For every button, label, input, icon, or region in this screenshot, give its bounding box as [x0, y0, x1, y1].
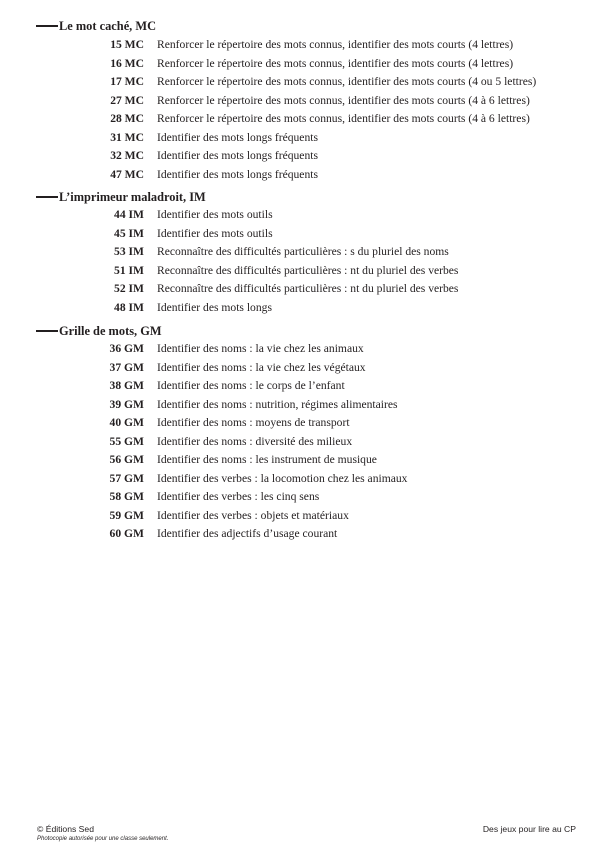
item-code: 36 GM — [109, 342, 144, 355]
list-item — [0, 36, 600, 54]
list-item — [0, 507, 600, 525]
item-code: 38 GM — [109, 379, 144, 392]
dash-rule — [36, 196, 58, 197]
item-code: 32 MC — [110, 149, 144, 162]
list-item — [0, 451, 600, 469]
list-item — [0, 414, 600, 432]
item-description: Identifier des mots longs fréquents — [157, 130, 318, 144]
list-item — [0, 359, 600, 377]
list-item — [0, 280, 600, 298]
section-title: L’imprimeur maladroit, IM — [59, 189, 206, 204]
item-description: Renforcer le répertoire des mots connus, identifier des mots courts (4 à 6 lettres) — [157, 112, 530, 125]
item-code: 44 IM — [114, 208, 144, 221]
footer-copyright: © Éditions Sed — [37, 824, 94, 834]
item-code: 56 GM — [109, 453, 144, 466]
section-title: Grille de mots, GM — [59, 323, 162, 338]
section-heading — [36, 188, 206, 206]
item-description: Identifier des noms : la vie chez les végétaux — [157, 360, 366, 374]
section-heading — [36, 17, 156, 35]
item-code: 45 IM — [114, 226, 144, 240]
footer-book-title: Des jeux pour lire au CP — [482, 824, 576, 834]
list-item — [0, 166, 600, 184]
list-item — [0, 377, 600, 395]
item-code: 17 MC — [110, 75, 144, 88]
item-code: 47 MC — [110, 167, 144, 181]
item-code: 59 GM — [109, 508, 144, 522]
item-code: 15 MC — [110, 38, 144, 51]
item-code: 31 MC — [110, 130, 144, 144]
item-description: Identifier des mots outils — [157, 226, 273, 240]
item-code: 57 GM — [109, 471, 144, 485]
item-description: Identifier des adjectifs d’usage courant — [157, 527, 338, 540]
item-code: 52 IM — [114, 282, 144, 295]
section-title: Le mot caché, MC — [59, 18, 157, 33]
item-description: Reconnaître des difficultés particulières : nt du pluriel des verbes — [157, 282, 459, 295]
item-code: 48 IM — [114, 300, 144, 314]
item-code: 37 GM — [109, 360, 144, 374]
item-description: Identifier des mots longs fréquents — [157, 167, 318, 181]
dash-rule — [36, 25, 58, 26]
item-code: 60 GM — [109, 527, 144, 540]
list-item — [0, 206, 600, 224]
item-code: 28 MC — [110, 112, 144, 125]
item-description: Identifier des noms : la vie chez les animaux — [157, 342, 364, 355]
list-item — [0, 299, 600, 317]
page-footer — [0, 824, 600, 857]
list-item — [0, 110, 600, 128]
item-description: Identifier des noms : nutrition, régimes alimentaires — [157, 397, 398, 411]
list-item — [0, 129, 600, 147]
item-code: 16 MC — [110, 56, 144, 70]
footer-notice: Photocopie autorisée pour une classe seulement. — [37, 836, 169, 842]
item-description: Reconnaître des difficultés particulières : nt du pluriel des verbes — [157, 263, 459, 277]
list-item — [0, 243, 600, 261]
list-item — [0, 147, 600, 165]
item-code: 51 IM — [114, 263, 144, 277]
list-item — [0, 262, 600, 280]
item-code: 55 GM — [109, 434, 144, 448]
list-item — [0, 225, 600, 243]
list-item — [0, 396, 600, 414]
item-description: Identifier des verbes : les cinq sens — [157, 490, 320, 503]
item-description: Identifier des noms : les instrument de musique — [157, 453, 377, 466]
item-description: Identifier des mots outils — [157, 208, 273, 221]
list-item — [0, 340, 600, 358]
list-item — [0, 433, 600, 451]
item-code: 27 MC — [110, 93, 144, 107]
item-description: Renforcer le répertoire des mots connus, identifier des mots courts (4 lettres) — [157, 56, 514, 70]
item-description: Identifier des verbes : la locomotion chez les animaux — [157, 471, 408, 485]
item-description: Renforcer le répertoire des mots connus, identifier des mots courts (4 à 6 lettres) — [157, 93, 530, 107]
item-code: 58 GM — [109, 490, 144, 503]
item-code: 40 GM — [109, 416, 144, 429]
list-item — [0, 488, 600, 506]
list-item — [0, 55, 600, 73]
item-description: Identifier des noms : moyens de transport — [157, 416, 350, 429]
item-description: Renforcer le répertoire des mots connus, identifier des mots courts (4 ou 5 lettres) — [157, 75, 537, 88]
list-item — [0, 525, 600, 543]
item-description: Identifier des mots longs fréquents — [157, 149, 318, 162]
item-description: Renforcer le répertoire des mots connus, identifier des mots courts (4 lettres) — [157, 38, 514, 51]
item-description: Identifier des noms : le corps de l’enfant — [157, 379, 345, 392]
item-code: 53 IM — [114, 245, 144, 258]
list-item — [0, 73, 600, 91]
dash-rule — [36, 330, 58, 331]
section-heading — [36, 322, 162, 340]
list-item — [0, 470, 600, 488]
item-description: Reconnaître des difficultés particulières : s du pluriel des noms — [157, 245, 449, 258]
item-code: 39 GM — [109, 397, 144, 411]
item-description: Identifier des verbes : objets et matériaux — [157, 508, 349, 522]
item-description: Identifier des mots longs — [157, 300, 272, 314]
item-description: Identifier des noms : diversité des milieux — [157, 434, 353, 448]
list-item — [0, 92, 600, 110]
